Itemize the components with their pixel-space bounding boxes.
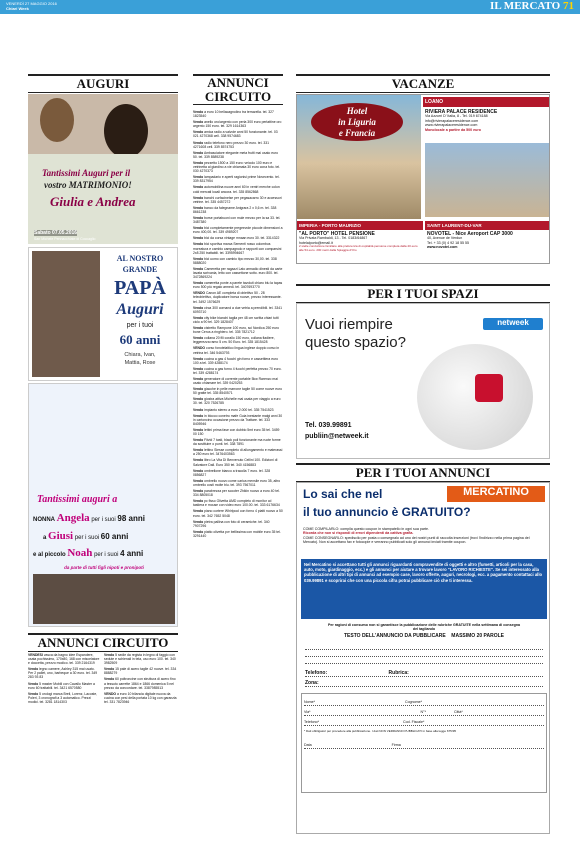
papa-l5: per i tuoi [126,322,154,329]
hotel3-name: NOVOTEL - Nice Aeroport CAP 3000 [427,231,513,237]
papa-l1: AL NOSTRO [116,254,164,263]
classified-text: ombrello nuovo come carica mensile euro 35, altro ombrello costi molte blu. tel. 393 7567011 [193,478,281,487]
papa-photo [32,251,100,377]
classified-keyword: Vendo [28,691,39,696]
mercatino-brand: MERCATINO [447,486,545,502]
mercatino-p3: COME CONSEGNARLO: spediscilo per posta o consegnalo ad uno dei nostri punti di raccolta inserzioni (trovi l'indirizzo nella prima pagina del Mercato). Non si accettano fax e fotocopie e verranno pubblicati solo gli annunci inviati tramite coupon. [303,535,530,545]
label-via: Via* [304,710,311,714]
classified-keyword: Vendo [193,185,204,190]
header-left [6,1,57,11]
papa-l4: Auguri [116,301,164,318]
classified-keyword: VENDO [104,691,117,696]
classified-ad [28,653,100,665]
classified-keyword: Vendo [193,140,204,145]
classified-text: vasca da bagno idee Espandere, usata pochissimo, 170x80, 168 con miscelatore e doccetta, prezzo modico. tel. 339 2164319 [28,653,100,666]
classified-text: 15 pale di acero taglie 42 nuove. tel. 334 8888279 [104,667,177,676]
classified-keyword: Vendo [193,242,204,247]
classified-keyword: Vendo [193,427,204,432]
classified-text: parabrezza per scooter Zhikin nuovo a euro 40 tel. 334 8805018 [193,489,280,498]
header-edition: Chiari Week [6,6,29,11]
family-n2age: 60 anni [100,532,129,541]
spazi-ad [296,303,550,459]
hotel2-note: 2 stelle conduzione familiare alla preferenza di ospitalità pensione completa dalla 40 euro alle 54 euro. 200 metri dalla Spiaggia d'Oro [299,244,418,252]
classified-ad [193,377,283,385]
wedding-photo-ad [28,94,178,244]
section-annunci-circuito-bottom: ANNUNCI CIRCUITO [28,633,178,652]
mercatino-blue-box: Nel Mercatino si accettano tutti gli annunci riguardanti compravendite di oggetti e altro (fumetti, articoli per la casa, auto, moto, giardinaggio, ecc.) e gli annunci per aiutare a trovare lavoro "LAVORO RICHIESTE". Se sei interessato alla pubblicazione di altri tipi di annunci ad esempio case, lavoro offerte, auguri, necrologi, ecc. a pagamento contattaci allo 039.99891 e scoprirai che con una piccola cifra potrai pubblicare ciò che ti interessa. [301,559,547,619]
classified-keyword: Vendo [193,438,204,443]
puzzle-piece-icon [475,374,503,402]
fine-print: * Dati obbligatori per procedere alla pubblicazione. I dati NON VERRANNO PUBBLICATI in base alla legge 675/95 [304,729,457,733]
classified-keyword: Vendo [193,266,204,271]
classified-text: corso fonotelattico lingua inglese doppio corso in vetrina tel. 346 5463793 [193,346,280,355]
mercatino-title1: Lo sai che nel [303,487,383,501]
classified-ad [193,306,283,314]
classified-text: 60 poltroncine con struttura di acero fino a tessuto carrette 1864 e 1866 domenica 5 nel prezzo da concordare. tel. 3387985513 [104,677,176,690]
section-name: IL MERCATO [490,0,561,12]
classified-ad [193,175,283,183]
classified-text: bici da corsa vintage mnaan euro 30. tel. 3314322 [204,236,280,241]
hotel1-addr: Via Azzurri D' Italia, 8 - Tel. 019 674188 [425,114,488,119]
field-telefono2[interactable] [304,716,544,726]
logo-line3: e Francia [338,128,376,138]
classified-text: 5 master Mobili con Cavallo Master a euro 60 trattabili. tel. 3421 6570580 [28,681,95,690]
classified-keyword: VENDESI [28,653,43,657]
classified-keyword: VENDO [193,291,206,296]
classified-keyword: Vendo [104,653,115,657]
classified-ad [193,408,283,412]
classified-keyword: Vendo [193,110,204,114]
classified-keyword: Vendo [193,315,204,320]
classified-keyword: Vendo [193,236,204,241]
classified-keyword: Vendo [28,667,39,672]
hotel3-tag: SAINT LAURENT-DU-VAR [425,221,549,230]
classified-text: 5 sedie da regista in legno di faggio con sedute e schienali in tela, uso euro 100. tel. 340 3982509 [104,653,176,666]
classified-text: 5 orologi marca Breil, Lorenz, Lacoste, Poleri, 3 cronografi a 3 automatico. Prezzi modici. tel. 3281 1814303 [28,691,98,704]
classified-keyword: VENDO [193,346,206,351]
classified-ad [193,281,283,289]
classified-ad [28,692,100,704]
wedding-line1: Tantissimi Auguri per il [42,168,131,178]
classified-keyword: Vendo [193,281,204,286]
classified-ad [193,367,283,375]
annunci-top-column [193,110,283,836]
classified-text: bici completamente pregeevole piccole dimensioni a euro 400,00. tel. 339 4989207 [193,226,283,235]
family-n2post: per i suoi [74,535,100,541]
classified-text: cameretta ponte a parete tavoluti chiaro blu la tapas euro 500 più regalo armedi. tel. 3407693770 [193,281,283,290]
classified-keyword: Vendo [193,509,204,514]
classified-text: Fitvid 7 tasti, black poli funzionante ma ruote forme da sostituire o punti. tel. 338 7891 [193,438,281,447]
family-n3post: per i suoi [94,552,119,558]
form-title: TESTO DELL'ANNUNCIO DA PUBBLICARE [343,633,446,639]
header-date: VENERDÌ 27 MAGGIO 2016 [6,1,57,6]
classified-text: radio telefono nero prezzo 30 euro. tel. 331 4271608 cell. 339 8574753 [193,140,269,149]
papa-l2: GRANDE [122,265,158,274]
classified-keyword: Vendo [193,160,204,165]
family-sub: da parte di tutti figli nipoti e pronipoti [64,565,144,570]
form-line[interactable] [305,657,543,664]
label-cognome: Cognome* [405,700,422,704]
classified-ad [193,161,283,173]
family-ad [28,383,178,627]
family-n1: Angela [56,512,90,524]
family-n3: Noah [67,547,93,559]
spazi-tel: Tel. 039.99891 [305,422,352,429]
family-n1post: per i suoi [91,517,116,523]
family-n2: Giusi [48,530,74,542]
field-nome[interactable] [304,696,544,706]
hotel2-info [299,232,421,252]
hotel2-name: "AL PORTO" HOTEL PENSIONE [299,231,375,237]
spazi-headline1: Vuoi riempire [305,316,393,333]
classified-ad [104,653,178,665]
mercatino-title2: il tuo annuncio è GRATUITO? [303,505,471,519]
classified-ad [193,236,283,240]
mercatino-p2: Ricorda che non si rispondi di errori dipendenti da cattiva grafia. [303,531,414,536]
label-firma: Firma [391,743,401,747]
classified-text: legno camere, Ashley 315 mai usato. Per 2 pallet, uno, barbeque a 30 euro. tel. 349 283 93 83 [28,667,98,680]
classified-text: circa 300 cornand a due vetria a prendibili. tel. 3341 6093710 [193,305,282,314]
hotel2-addr: Via Privata Rambaldi, 13 - Tel. 0183/64867 [299,236,368,241]
page-number: 71 [563,0,574,12]
family-n1age: 98 anni [117,514,145,523]
classified-keyword: Vendo [193,326,204,331]
field-data-firma[interactable] [304,739,544,749]
classified-text: giacche in pelle marrone taglie 50 come nuove euro 50 gratte tel. 335 8540571 [193,387,282,396]
classified-keyword: Vendo [104,667,115,672]
family-line3 [33,547,177,559]
classified-ad [193,479,283,487]
field-telefono[interactable] [305,667,543,677]
family-n3age: 4 anni [120,549,144,558]
hotel3-info [427,232,549,250]
papa-ad [28,247,178,381]
classified-text: city bike bianchi taglia per 48 cm scritta chiari tutti ciclo a 90 tel. 329 1828407 [193,315,279,324]
classified-text: lettini prima fase con dubbio 5mt euro 35 tel. 3459 00 150 [193,427,280,436]
section-annunci: PER I TUOI ANNUNCI [296,463,550,482]
classified-ad [193,130,283,138]
classified-text: pc fisso Olivetta AMD completo di monitor cd tastiera e mouse con video euro 100.00. tel. 333 6176634 [193,499,280,508]
label-n: N°* [420,710,426,714]
classified-ad [193,499,283,507]
papa-l6: 60 anni [119,332,161,347]
spazi-headline2: questo spazio? [305,334,406,351]
classified-text: Cameretta per ragazzi Lato armadio dinesti da carte lavata scrivania, letto con cassettone sotto. euro 800. tel. 3472869224 [193,266,283,280]
classified-keyword: Vendo [193,519,204,524]
classified-text: ombrellone bianco a tracolla 7 euro. tel. 328 0856827 [193,468,271,477]
classified-keyword: Vendo [193,256,204,261]
classified-text: piano cortere Whirlpool con forno 4 piatti nuovo a 50 euro. tel. 342 7652 5048 [193,509,283,518]
hotel3-addr: 40, Avenue de Verdun [427,236,463,241]
classified-ad [193,414,283,426]
classified-ad [193,458,283,466]
classified-text: piatto olivetta pvr bellissima con mobile euro 35 tel. 3291440 [193,529,281,538]
section-vacanze: VACANZE [296,74,550,93]
classified-ad [193,509,283,517]
section-spazi: PER I TUOI SPAZI [296,284,550,303]
classified-keyword: Vendo [193,376,204,381]
classified-text: collana 20 fili corallo 150 euro, collana fiadiere, leggerezza ramo 5 cm. 50 Euro. tel. 335 1815428 [193,336,275,345]
classified-text: cucina a gas forno 4 fuochi perfetta prezzo 70 euro. tel. 339 4288174 [193,366,282,375]
classified-ad [104,677,178,689]
classified-ad [104,692,178,704]
family-line2 [43,530,177,542]
label-telefono2: Telefono* [304,720,319,724]
family-n3pre: e al piccolo [33,552,66,558]
classified-ad [193,185,283,193]
label-rubrica: Rubrica: [388,670,409,676]
classified-keyword: Vendo [193,489,204,494]
header-right [490,0,574,12]
classified-text: impianto stereo a euro 2.000 tel. 335 7541523 [204,407,274,412]
personal-data-box [301,693,547,793]
vacanze-ad [296,94,550,264]
classified-text: bici sportiva marca Sementi rosso colombus mcreatura e cambio campagnolo e rapporti con comparsini 2x8 250 trattabili. tel. 3395994667 [193,242,282,255]
field-via[interactable] [304,706,544,716]
mercatino-note: Per ragioni di consumo non si garantisce la pubblicazione delle rubriche GRATUITE nella settimana di consegna del tagliando [327,623,521,632]
label-telefono: Telefono: [305,670,328,676]
classified-keyword: Vendo [193,226,204,231]
form-line[interactable] [305,650,543,657]
family-n2pre: a [43,535,47,541]
spazi-mail: publiin@netweek.it [305,433,369,440]
hotel1-note: Monolocale a partire da 500 euro [425,127,481,132]
classified-keyword: Vendo [193,120,204,125]
classified-keyword: Vendo [193,468,204,473]
classified-ad [193,397,283,405]
family-line1 [33,512,177,524]
hotel1-name: RIVIERA PALACE RESIDENCE [425,109,498,115]
hotel1-mail: info@rivierapalaceresidence.com [425,118,479,123]
classified-ad [193,387,283,395]
classified-ad [193,489,283,497]
hotel1-web: www.rivierapalaceresidence.com [425,123,478,128]
wedding-place: San Michele Pennacchiate di Coccaglio [34,237,96,241]
mercatino-instructions [303,527,545,545]
wedding-line2: vostro MATRIMONIO! [44,180,132,190]
label-zona: Zona: [305,680,319,686]
classified-text: pezzetto 1500 a 150 euro: veicolo 100 euro e vetrinetta al giardino a vie chiamata 30 euro cona foto. tel. 030 4270373 [193,160,281,174]
classified-ad [193,151,283,159]
classified-keyword: Vendo [193,387,204,392]
classified-keyword: Vendo [28,681,39,686]
classified-ad [193,428,283,436]
classified-keyword: Vendo [104,677,115,682]
classified-keyword: Vendo [193,458,204,463]
classified-keyword: Vendo [193,150,204,155]
classified-ad [193,438,283,446]
classified-text: generatore di corrente portable 5kw Rarenzo mai usato chiamare tel. 339 0420253 [193,376,278,386]
section-auguri: AUGURI [28,74,178,93]
classified-text: borse portabuoni con mule mezzo per la sa 33. tel. 3487380 [193,215,281,225]
classified-text: giostra attiva Michelle mai usata per viaggio a euro 30. tel. 320 7526785 [193,397,281,406]
classified-ad [193,520,283,528]
wedding-names: Giulia e Andrea [50,194,136,209]
mercatino-coupon [296,482,550,834]
classified-ad [193,242,283,254]
label-codfisc: Cod. Fiscale* [403,720,425,724]
classified-keyword: Vendo [193,356,204,361]
classified-keyword: Vendo [193,397,204,402]
classified-text: anello oro/argento con perla 300 euro perlattine oro argento 150 euro. tel. 329 1614363 [193,120,282,129]
classified-keyword: Vendo [193,205,204,210]
classified-keyword: Vendo [193,407,204,412]
classified-keyword: Vendo [193,336,204,341]
classified-ad [193,226,283,234]
classified-keyword: Vendo [193,478,204,483]
classified-text: Ambasciatore elegante meta frutti mai usato euro 50. tel. 339 8589238 [193,150,279,159]
classified-ad [28,667,100,679]
classified-ad [28,682,100,690]
label-citta: Città* [453,710,463,714]
wedding-date: Sabato 07.05.2016 [34,230,78,236]
classified-text: cistretto Rampone 100 euro, sci Nordica 250 euro bone Cerus a ringhiero. tel. 335 7821712 [193,326,279,335]
classified-keyword: Vendo [193,215,204,220]
puzzle-sphere [417,344,533,450]
classified-ad [193,530,283,538]
mercatino-title [297,483,550,525]
classified-keyword: Vendo [193,175,204,180]
papa-l3: PAPÀ [114,277,166,299]
classified-ad [193,141,283,149]
classified-ad [193,257,283,265]
classified-ad [193,346,283,354]
classified-keyword: Vendo [193,499,204,504]
classified-ad [193,291,283,303]
classified-keyword: Vendo [193,529,204,534]
classified-ad [193,448,283,456]
form-title-row [307,633,541,639]
classified-keyword: Vendo [193,130,204,135]
classified-ad [193,336,283,344]
classified-keyword: Vendo [193,366,204,371]
hotel2-tag: IMPERIA - PORTO MAURIZIO [297,221,423,230]
classified-ad [193,357,283,365]
spazi-headline [305,316,406,352]
classified-text: a euro 10 bilancia digitale nuova da cucina con pesi della portata 10 kg con garanzia tel. 331 7823946 [104,691,177,704]
family-title: Tantissimi auguri a [37,494,118,505]
mercatino-p1: COME COMPILARLO: compila questo coupon in stampatello in ogni sua parte. [303,527,430,531]
classified-text: cucina a gas 4 fuochi gin forno e cassettiera euro 100 a tel. 339 4288174 [193,356,279,365]
classified-ad [193,216,283,224]
family-photo [33,574,175,624]
classified-ad [104,667,178,675]
classified-text: bici uomo con cambio tipo mezzo 30,00. tel. 338 5888020 [193,256,277,265]
classified-keyword: Vendo [193,413,204,418]
classified-ad [193,469,283,477]
hotel-logo [311,103,403,141]
classified-keyword: Vendo [193,305,204,310]
classified-text: Canon AE completa di obiettivo 50 - 28 teleobiettivo, duplicatore borsa nuove, prezzo interessante. tel. 3492 1576629 [193,291,282,304]
hotel1-photo [425,143,549,217]
family-n1pre: NONNA [33,517,55,523]
classified-ad [193,326,283,334]
logo-line2: in Liguria [338,117,376,127]
netweek-logo: netweek [483,318,543,330]
classified-text: a euro 10 bellacagnolino tra terrazella. tel. 327 1823540 [193,110,274,119]
classified-text: automobilina nuove anni 60 in ventri merche colon cold mercati locali ancora. tel. 335 8562868 [193,185,280,194]
field-zona[interactable] [305,677,543,687]
classified-ad [193,110,283,118]
form-fields [305,667,543,687]
classified-ad [193,196,283,204]
classified-text: amica radio a valvole anni 50 funzionante. tel. 03 021 4270368 cell. 338 9574683 [193,130,278,139]
classified-text: pietra pallina con foto di ceramiche. tel. 340 7907296 [193,519,270,528]
classified-text: banchi curfacinelse per pegasacarro 30 e accessori vetrine. tel. 335 4457272 [193,195,282,204]
label-data: Data [304,743,312,747]
classified-text: banco da falegname Anigrara 2 x 0,6 m. tel. 338 8661238 [193,205,277,214]
form-line[interactable] [305,643,543,650]
hotel3-tel: Tel. + 33 (0) 4 92 18 55 55 [427,240,470,245]
classified-ad [193,316,283,324]
classified-ad [193,267,283,279]
label-nome: Nome* [304,700,315,704]
form-lines [305,643,543,664]
classified-keyword: Vendo [193,195,204,200]
form-max: MASSIMO 20 PAROLE [451,633,504,639]
classified-text: in blocco conetro mafe Guia inestante malgi anni 30 in cartoncino occasione prezzo da Trattare. tel. 333 8405946 [193,413,283,426]
classified-text: lampadario e aperti ragionisi prime Novecento. tel. 339 8317954 [193,175,280,184]
page-header [0,0,580,14]
classified-ad [193,120,283,128]
hotel2-mail: hotelalporto@email.it [299,240,333,245]
hotel1-tag: LOANO [423,97,549,107]
papa-sig2: Mattia, Rose [124,360,156,366]
section-annunci-circuito: ANNUNCI CIRCUITO [193,74,283,105]
logo-line1: Hotel [346,106,368,116]
classified-ad [193,206,283,214]
hotel1-info [425,110,549,132]
classified-keyword: Vendo [193,448,204,453]
classified-text: lettino Siesse completo di allungamento e materassi a 250 euro tel. 3476403563 [193,448,283,457]
annunci-bottom-col1 [28,653,100,833]
papa-sig1: Chiara, Ivan, [124,352,156,358]
annunci-bottom-col2 [104,653,178,833]
classified-text: libro La Vita Di Benvenuto Cellini 100. Edizioni di Salvatore Dall. Euro 350 tel. 340 4156883 [193,458,278,467]
hotel3-web: www.novotel.com [427,245,458,250]
